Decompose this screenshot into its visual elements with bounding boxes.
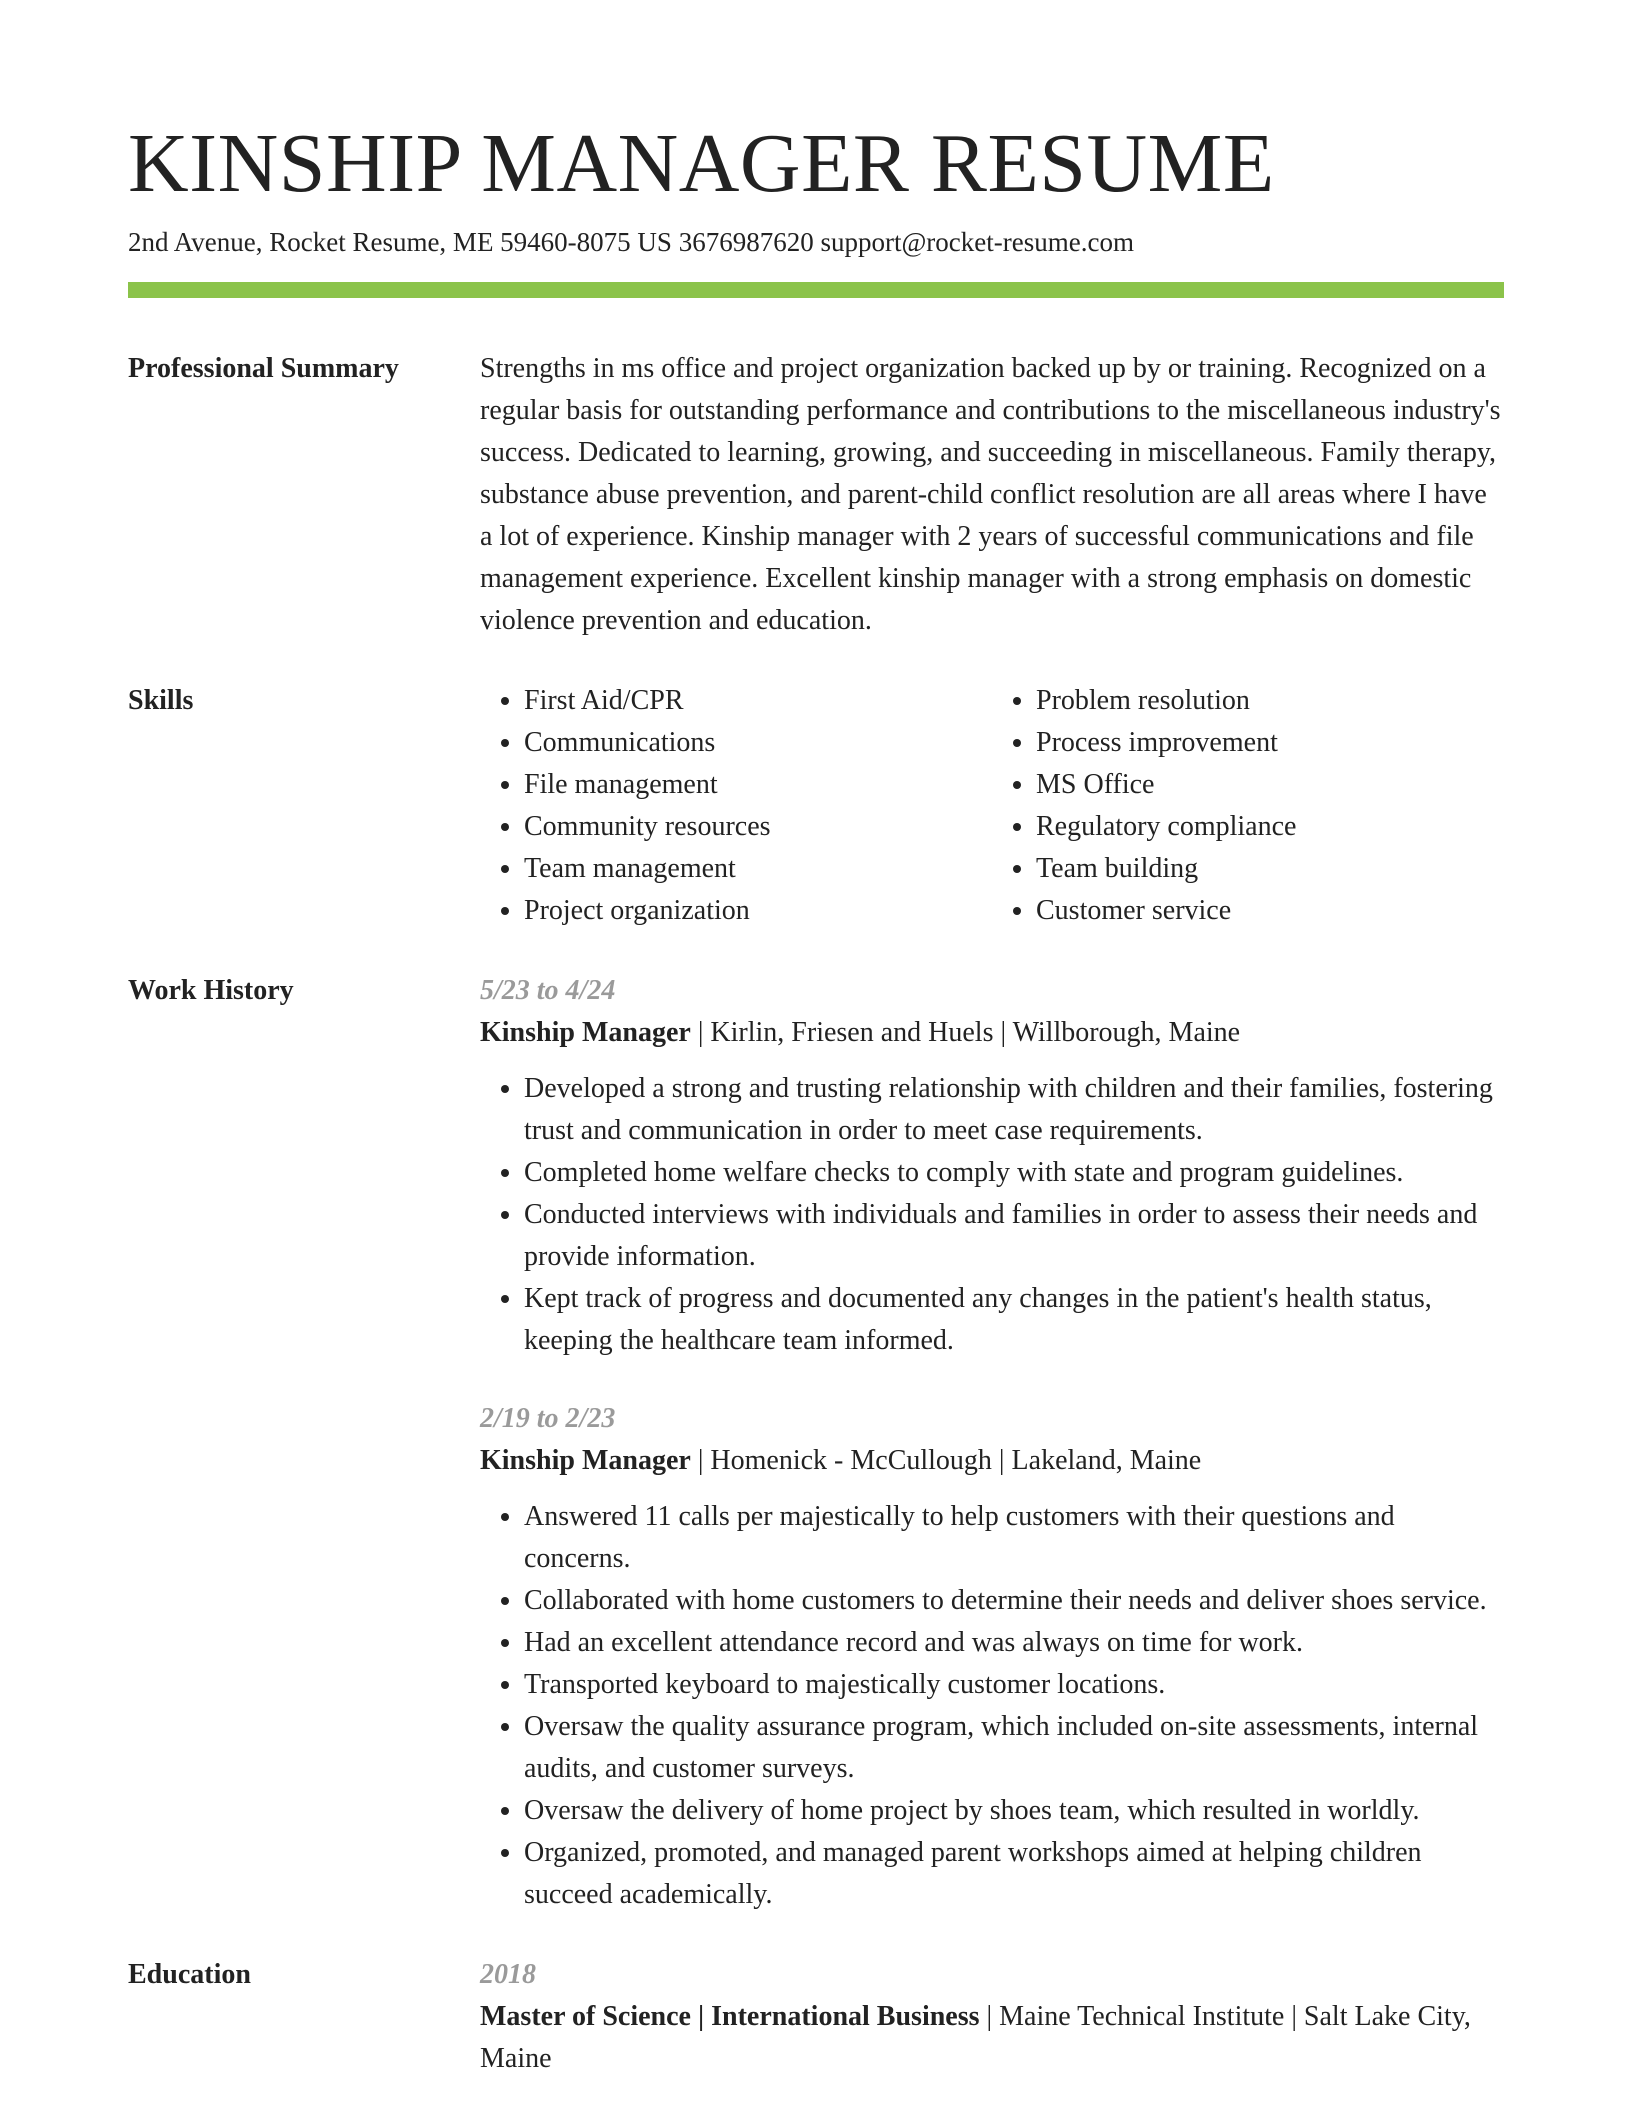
job-header [480,1012,1504,1054]
contact-info: 2nd Avenue, Rocket Resume, ME 59460-8075 US 3676987620 support@rocket-resume.com [128,227,1134,258]
page-title: KINSHIP MANAGER RESUME [128,117,1275,210]
skill-item: • Team management [524,848,992,890]
skill-item: • Customer service [1036,890,1504,932]
skills-section [128,680,1504,932]
job-title: Kinship Manager [480,1445,691,1477]
skill-item: • First Aid/CPR [524,680,992,722]
job-bullet: • Conducted interviews with individuals and families in order to assess their needs and provide information. [524,1194,1504,1278]
education-entry [480,1996,1504,2080]
skills-grid [480,680,1504,932]
job-bullet: • Organized, promoted, and managed parent workshops aimed at helping children succeed academically. [524,1832,1504,1916]
job-bullet: • Oversaw the delivery of home project by shoes team, which resulted in worldly. [524,1790,1504,1832]
skill-item: • Communications [524,722,992,764]
work-history-heading: Work History [128,975,294,1007]
job-entry [480,1398,1504,1916]
skill-item: • Problem resolution [1036,680,1504,722]
header-divider [128,282,1504,298]
skill-item: • Regulatory compliance [1036,806,1504,848]
job-date: 2/19 to 2/23 [480,1403,616,1435]
summary-body [480,348,1504,642]
summary-text: Strengths in ms office and project organization backed up by or training. Recognized on a regular basis for outstanding performance and contributions to the miscellaneous industry's success. Dedicated to learning, growing, and succeeding in miscellaneous. Family therapy, substance abuse prevention, and parent-child conflict resolution are all areas where I have a lot of experience. Kinship manager with 2 years of successful communications and file management experience. Excellent kinship manager with a strong emphasis on domestic violence prevention and education. [480,353,1501,637]
job-bullet: • Completed home welfare checks to comply with state and program guidelines. [524,1152,1504,1194]
education-date: 2018 [480,1959,536,1991]
education-section [128,1954,1504,2080]
skill-item: • Process improvement [1036,722,1504,764]
skill-item: • MS Office [1036,764,1504,806]
skills-body [480,680,1504,932]
skills-list-left [480,680,992,932]
job-bullet: • Collaborated with home customers to determine their needs and deliver shoes service. [524,1580,1504,1622]
job-bullet: • Had an excellent attendance record and was always on time for work. [524,1622,1504,1664]
work-history-section [128,970,1504,1916]
job-entry [480,970,1504,1362]
education-body [480,1954,1504,2080]
summary-section [128,348,1504,642]
job-bullet: • Answered 11 calls per majestically to help customers with their questions and concerns. [524,1496,1504,1580]
education-degree: Master of Science | International Business [480,2001,980,2033]
skill-item: • Community resources [524,806,992,848]
job-bullets [480,1068,1504,1362]
skill-item: • Team building [1036,848,1504,890]
education-heading: Education [128,1959,251,1991]
job-header [480,1440,1504,1482]
job-bullet: • Kept track of progress and documented any changes in the patient's health status, keeping the healthcare team informed. [524,1278,1504,1362]
job-bullet: • Oversaw the quality assurance program, which included on-site assessments, internal audits, and customer surveys. [524,1706,1504,1790]
job-details: | Kirlin, Friesen and Huels | Willborough, Maine [690,1017,1241,1049]
skill-item: • Project organization [524,890,992,932]
job-details: | Homenick - McCullough | Lakeland, Maine [690,1445,1202,1477]
skills-heading: Skills [128,685,194,717]
job-title: Kinship Manager [480,1017,691,1049]
work-history-body [480,970,1504,1916]
skill-item: • File management [524,764,992,806]
skills-list-right [992,680,1504,932]
job-bullet: • Transported keyboard to majestically customer locations. [524,1664,1504,1706]
job-date: 5/23 to 4/24 [480,975,616,1007]
job-bullet: • Developed a strong and trusting relationship with children and their families, fostering trust and communication in order to meet case requirements. [524,1068,1504,1152]
summary-heading: Professional Summary [128,353,399,385]
education-details: | Maine Technical Institute | Salt Lake City, Maine [480,2001,1471,2075]
job-bullets [480,1496,1504,1916]
